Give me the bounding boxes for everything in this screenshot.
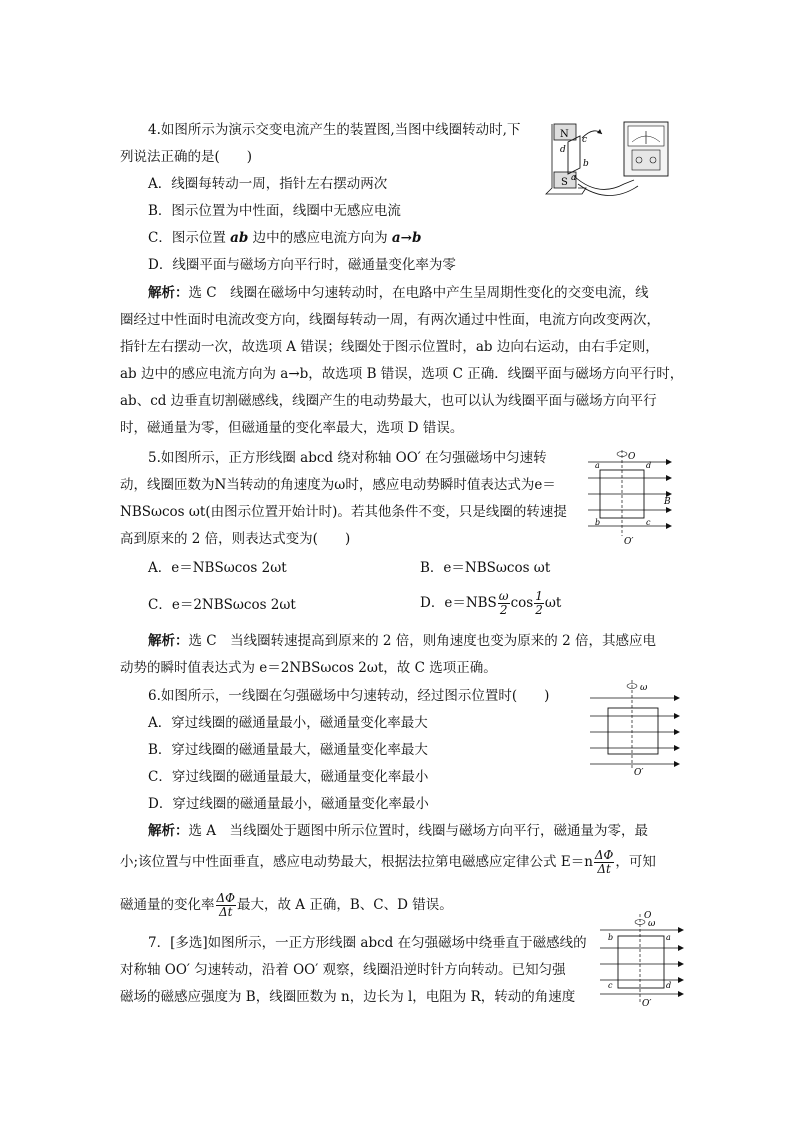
label-a: a xyxy=(571,173,577,183)
q5-explanation-text-1: 选 C 当线圈转速提高到原来的 2 倍，则角速度也变为原来的 2 倍，其感应电 xyxy=(188,633,656,649)
label-omega: ω xyxy=(648,919,656,929)
q4-option-c-direction: a→b xyxy=(391,230,422,246)
q4-explanation-line-1 xyxy=(148,284,649,302)
q7-stem-line-1: 7．[多选]如图所示，一正方形线圈 abcd 在匀强磁场中绕垂直于磁感线的 xyxy=(148,935,587,951)
q5-coil-figure xyxy=(588,448,676,548)
q6-stem: 6.如图所示，一线圈在匀强磁场中匀速转动，经过图示位置时( ) xyxy=(148,688,550,704)
label-O-prime: O′ xyxy=(624,537,634,547)
label-c: c xyxy=(582,135,588,145)
label-O: O xyxy=(644,911,652,921)
q4-explanation-line-4: ab 边中的感应电流方向为 a→b，故选项 B 错误，选项 C 正确．线圈平面与磁场方向平行时， xyxy=(120,366,684,382)
q4-explanation-line-3: 指针左右摆动一次，故选项 A 错误；线圈处于图示位置时，ab 边向右运动，由右手定则， xyxy=(120,339,659,355)
q4-option-d: D．线圈平面与磁场方向平行时，磁通量变化率为零 xyxy=(148,257,456,273)
q7-stem-line-2: 对称轴 OO′ 匀速转动，沿着 OO′ 观察，线圈沿逆时针方向转动。已知匀强 xyxy=(120,962,566,978)
q5-explanation-line-1 xyxy=(148,632,656,650)
q5-stem-line-3: NBSωcos ωt(由图示位置开始计时)。若其他条件不变，只是线圈的转速提 xyxy=(120,504,567,520)
q6-option-d: D．穿过线圈的磁通量最小，磁通量变化率最小 xyxy=(148,796,429,812)
label-c: c xyxy=(646,518,651,527)
label-d: d xyxy=(666,981,672,990)
q5-option-d-cos: cos xyxy=(510,595,534,611)
q6-explanation-line-1 xyxy=(148,822,648,840)
q5-option-d-prefix: D．e＝NBS xyxy=(420,595,497,611)
label-N: N xyxy=(560,129,569,140)
label-omega: ω xyxy=(640,683,648,693)
q5-explanation-line-2: 动势的瞬时值表达式为 e＝2NBSωcos 2ωt，故 C 选项正确。 xyxy=(120,660,497,676)
q4-explanation-label: 解析： xyxy=(148,285,189,301)
label-O-prime: O′ xyxy=(642,999,652,1008)
field-arrowheads xyxy=(666,459,672,529)
q6-explanation-text-1: 选 A 当线圈处于题图中所示位置时，线圈与磁场方向平行，磁通量为零，最 xyxy=(188,823,649,839)
label-b: b xyxy=(583,159,589,169)
q5-stem-line-4: 高到原来的 2 倍，则表达式变为( ) xyxy=(120,531,351,547)
q6-option-c: C．穿过线圈的磁通量最大，磁通量变化率最小 xyxy=(148,769,429,785)
q5-stem-line-1: 5.如图所示，正方形线圈 abcd 绕对称轴 OO′ 在匀强磁场中匀速转 xyxy=(148,450,547,466)
q4-explanation-line-6: 时，磁通量为零，但磁通量的变化率最大，选项 D 错误。 xyxy=(120,420,464,436)
label-d: d xyxy=(646,461,652,470)
q4-stem-line-2: 列说法正确的是( ) xyxy=(120,149,253,165)
q6-option-a: A．穿过线圈的磁通量最小，磁通量变化率最大 xyxy=(148,715,428,731)
q4-explanation-line-5: ab、cd 边垂直切割磁感线，线圈产生的电动势最大，也可以认为线圈平面与磁场方向平行 xyxy=(120,393,657,409)
q5-option-d-suffix: ωt xyxy=(544,595,562,611)
label-O: O xyxy=(628,452,636,462)
q5-option-d xyxy=(420,588,561,618)
q4-generator-figure xyxy=(538,114,688,200)
q4-option-b: B．图示位置为中性面，线圈中无感应电流 xyxy=(148,203,401,219)
label-a: a xyxy=(666,933,671,942)
q4-option-c-middle: 边中的感应电流方向为 xyxy=(248,230,392,246)
q5-stem-line-2: 动，线圈匝数为N当转动的角速度为ω时，感应电动势瞬时值表达式为e＝ xyxy=(120,477,556,493)
label-d: d xyxy=(560,145,566,155)
q6-explanation-text-3-suffix: 最大，故 A 正确，B、C、D 错误。 xyxy=(237,897,453,913)
fraction-numerator: ω xyxy=(498,589,509,603)
fraction-numerator: ΔΦ xyxy=(216,891,236,905)
field-arrowheads xyxy=(674,695,680,767)
q6-explanation-text-3: 磁通量的变化率 xyxy=(120,897,215,913)
q5-explanation-label: 解析： xyxy=(148,633,189,649)
q6-formula-fraction xyxy=(594,849,615,876)
q6-rate-fraction xyxy=(216,892,237,919)
q5-option-c: C．e＝2NBSωcos 2ωt xyxy=(148,597,296,613)
q5-option-b: B．e＝NBSωcos ωt xyxy=(420,560,551,576)
q4-option-a: A．线圈每转动一周，指针左右摆动两次 xyxy=(148,176,388,192)
coil xyxy=(568,136,580,174)
field-arrowheads xyxy=(678,927,684,997)
q4-option-c xyxy=(148,229,421,247)
q6-option-b: B．穿过线圈的磁通量最大，磁通量变化率最大 xyxy=(148,742,428,758)
q6-explanation-label: 解析： xyxy=(148,823,189,839)
q5-option-a: A．e＝NBSωcos 2ωt xyxy=(148,560,287,576)
fraction-denominator: 2 xyxy=(499,603,508,617)
lead-wire-2 xyxy=(578,184,638,196)
label-b: b xyxy=(608,933,614,942)
q6-explanation-line-3 xyxy=(120,890,453,920)
q4-explanation-line-2: 圈经过中性面时电流改变方向，线圈每转动一周，有两次通过中性面，电流方向改变两次， xyxy=(120,312,660,328)
label-b: b xyxy=(595,518,601,527)
q7-stem-line-3: 磁场的磁感应强度为 B，线圈匝数为 n，边长为 l，电阻为 R，转动的角速度 xyxy=(120,989,576,1005)
q6-explanation-line-2 xyxy=(120,847,656,877)
q4-explanation-text-1: 选 C 线圈在磁场中匀速转动时，在电路中产生呈周期性变化的交变电流，线 xyxy=(188,285,649,301)
label-c: c xyxy=(608,981,613,990)
q4-option-c-prefix: C．图示位置 xyxy=(148,230,231,246)
fraction-numerator: ΔΦ xyxy=(594,848,614,862)
q4-option-c-ab: ab xyxy=(230,230,249,246)
fraction-denominator: Δt xyxy=(597,862,611,876)
q6-explanation-text-2: 小;该位置与中性面垂直，感应电动势最大，根据法拉第电磁感应定律公式 E＝n xyxy=(120,854,593,870)
fraction-denominator: 2 xyxy=(535,603,543,617)
q4-stem-line-1: 4.如图所示为演示交变电流产生的装置图,当图中线圈转动时,下 xyxy=(148,122,521,138)
q5-option-d-fraction-2 xyxy=(534,590,544,617)
q5-option-d-fraction-1 xyxy=(498,590,510,617)
q6-explanation-text-2-suffix: ，可知 xyxy=(615,854,656,870)
label-S: S xyxy=(561,177,568,188)
square-coil xyxy=(608,708,658,754)
label-O-prime: O′ xyxy=(634,768,644,776)
label-a: a xyxy=(595,461,600,470)
fraction-numerator: 1 xyxy=(535,589,543,603)
q7-coil-figure xyxy=(600,908,688,1008)
q6-coil-figure xyxy=(590,676,684,776)
fraction-denominator: Δt xyxy=(219,905,233,919)
label-B: B xyxy=(664,497,671,507)
